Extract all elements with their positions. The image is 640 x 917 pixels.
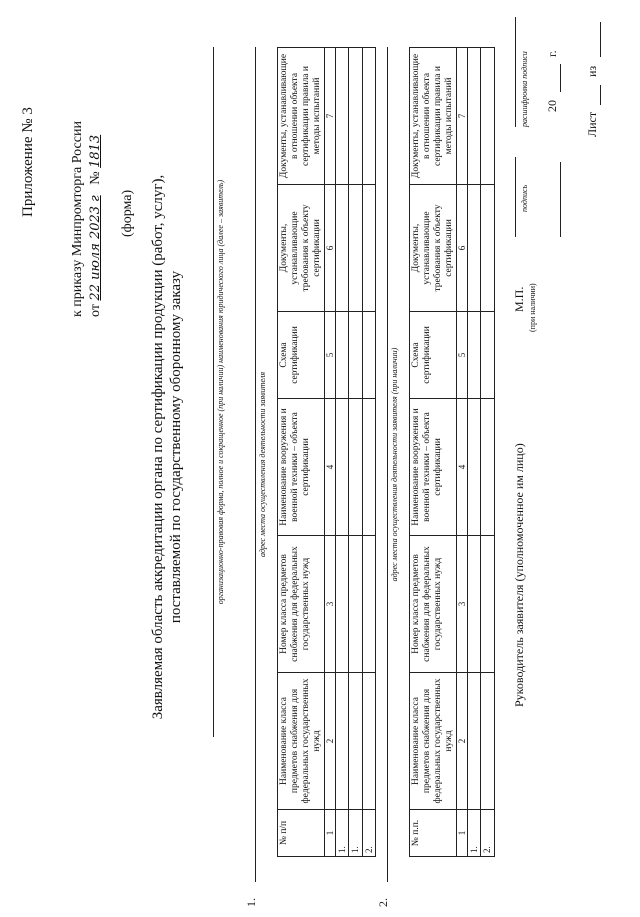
table-row xyxy=(349,48,362,857)
col-header-test-methods: Документы, устанавливающие в отношении объекта сертификации правила и методы испытаний xyxy=(410,48,457,185)
table-cell xyxy=(481,536,494,673)
section-2-address-caption: адрес места осуществления деятельности заявителя (при наличии) xyxy=(390,347,399,582)
order-reference: к приказу Минпромторга России xyxy=(70,121,85,317)
row-number: 2. xyxy=(481,810,494,857)
order-from-label: от xyxy=(88,304,103,317)
col-header-number: № п.п. xyxy=(410,810,457,857)
row-number: 2. xyxy=(362,810,375,857)
table-cell xyxy=(362,48,375,185)
table-cell xyxy=(349,399,362,536)
row-number: 1. xyxy=(336,810,349,857)
sheet-of-label: из xyxy=(585,65,599,77)
table-cell xyxy=(336,312,349,399)
sheet-number-line xyxy=(600,85,601,105)
table-header-row xyxy=(410,48,457,857)
col-header-class-number: Номер класса предметов снабжения для федеральных государственных нужд xyxy=(410,536,457,673)
table-cell xyxy=(336,673,349,810)
table-header-row xyxy=(278,48,325,857)
table-cell xyxy=(468,673,481,810)
section-1-number: 1. xyxy=(244,898,258,907)
col-number: 5 xyxy=(456,312,467,399)
col-header-weapon-name: Наименование вооружения и военной техники – объекта сертификации xyxy=(410,399,457,536)
col-number: 4 xyxy=(456,399,467,536)
order-number: 1813 xyxy=(88,134,103,168)
decode-signature-caption: расшифровка подписи xyxy=(520,51,529,127)
table-cell xyxy=(336,399,349,536)
table-cell xyxy=(362,673,375,810)
col-number: 4 xyxy=(324,399,335,536)
order-number-label: № xyxy=(88,171,103,185)
col-header-weapon-name: Наименование вооружения и военной техники – объекта сертификации xyxy=(278,399,325,536)
table-cell xyxy=(481,673,494,810)
form-label: (форма) xyxy=(120,189,135,237)
signature-caption: подпись xyxy=(520,184,529,212)
section-1-table xyxy=(277,47,376,857)
year-prefix: 20 xyxy=(545,100,559,112)
row-number: 1. xyxy=(349,810,362,857)
table-cell xyxy=(481,399,494,536)
table-cell xyxy=(481,185,494,312)
table-cell xyxy=(336,48,349,185)
row-number: 1. xyxy=(468,810,481,857)
date-line xyxy=(560,162,561,237)
applicant-caption: организационно-правовая форма, полное и сокращенное (при наличии) наименования юридического лица (далее – заявитель) xyxy=(216,179,225,605)
col-header-scheme: Схема сертификации xyxy=(410,312,457,399)
order-date: 22 июля 2023 г xyxy=(88,195,103,301)
year-suffix: г. xyxy=(545,50,559,57)
table-column-numbers-row xyxy=(456,48,467,857)
section-2-table xyxy=(409,47,495,857)
table-cell xyxy=(468,312,481,399)
table-cell xyxy=(481,312,494,399)
col-header-number: № п/п xyxy=(278,810,325,857)
table-cell xyxy=(362,399,375,536)
document-title-line1: Заявляемая область аккредитации органа по сертификации продукции (работ, услуг), xyxy=(150,174,166,720)
table-cell xyxy=(349,185,362,312)
col-header-class-name: Наименование класса предметов снабжения для федеральных государственных нужд xyxy=(410,673,457,810)
table-cell xyxy=(336,536,349,673)
table-cell xyxy=(468,399,481,536)
table-row xyxy=(481,48,494,857)
col-number: 5 xyxy=(324,312,335,399)
applicant-name-line xyxy=(213,47,214,737)
col-number: 7 xyxy=(456,48,467,185)
col-number: 6 xyxy=(456,185,467,312)
section-2-address-line xyxy=(387,47,388,882)
table-cell xyxy=(468,536,481,673)
section-1-address-line xyxy=(255,47,256,882)
sheet-total-line xyxy=(600,22,601,57)
col-header-requirements: Документы, устанавливающие требования к объекту сертификации xyxy=(278,185,325,312)
table-row xyxy=(468,48,481,857)
col-header-class-number: Номер класса предметов снабжения для федеральных государственных нужд xyxy=(278,536,325,673)
col-number: 3 xyxy=(456,536,467,673)
table-cell xyxy=(481,48,494,185)
table-cell xyxy=(362,185,375,312)
sheet-label: Лист xyxy=(585,111,599,137)
table-cell xyxy=(362,536,375,673)
signatory-heading: Руководитель заявителя (уполномоченное им лицо) xyxy=(512,443,526,707)
table-cell xyxy=(349,312,362,399)
col-number: 2 xyxy=(456,673,467,810)
signature-line xyxy=(515,157,516,237)
table-cell xyxy=(349,48,362,185)
table-cell xyxy=(468,48,481,185)
col-header-class-name: Наименование класса предметов снабжения для федеральных государственных нужд xyxy=(278,673,325,810)
table-cell xyxy=(349,673,362,810)
table-cell xyxy=(468,185,481,312)
table-cell xyxy=(349,536,362,673)
col-header-test-methods: Документы, устанавливающие в отношении объекта сертификации правила и методы испытаний xyxy=(278,48,325,185)
section-1-address-caption: адрес места осуществления деятельности заявителя xyxy=(258,371,267,558)
col-number: 6 xyxy=(324,185,335,312)
col-number: 2 xyxy=(324,673,335,810)
table-cell xyxy=(336,185,349,312)
table-row xyxy=(362,48,375,857)
section-2-number: 2. xyxy=(376,898,390,907)
seal-note: (при наличии) xyxy=(528,283,537,332)
table-column-numbers-row xyxy=(324,48,335,857)
document-title-line2: поставляемой по государственному оборонному заказу xyxy=(168,270,184,624)
col-header-requirements: Документы, устанавливающие требования к объекту сертификации xyxy=(410,185,457,312)
seal-label: М.П. xyxy=(512,286,526,312)
col-number: 1 xyxy=(324,810,335,857)
appendix-number: Приложение № 3 xyxy=(20,107,36,217)
col-number: 7 xyxy=(324,48,335,185)
col-number: 1 xyxy=(456,810,467,857)
col-number: 3 xyxy=(324,536,335,673)
decode-signature-line xyxy=(515,17,516,127)
order-date-number xyxy=(88,135,104,317)
year-line xyxy=(560,64,561,92)
table-cell xyxy=(362,312,375,399)
col-header-scheme: Схема сертификации xyxy=(278,312,325,399)
table-row xyxy=(336,48,349,857)
